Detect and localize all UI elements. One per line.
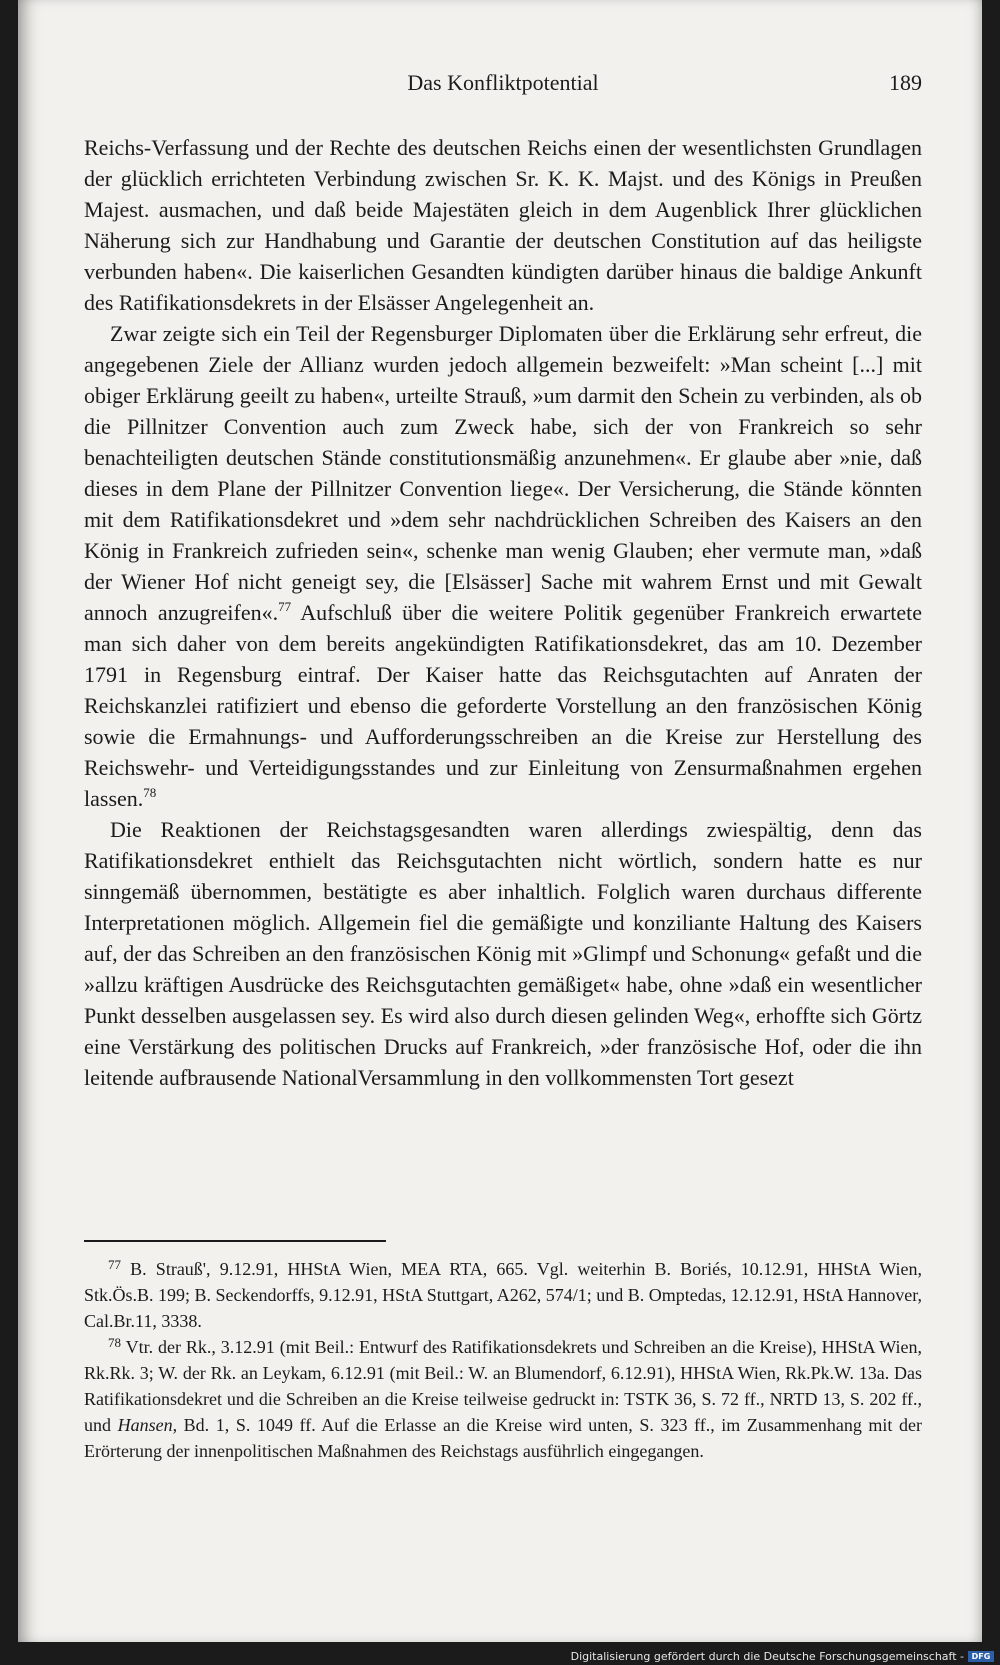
paragraph-3 [84, 814, 922, 1093]
footnote-text: B. Strauß', 9.12.91, HHStA Wien, MEA RTA, 665. Vgl. weiterhin B. Boriés, 10.12.91, HHStA Wien, Stk.Ös.B. 199; B. Seckendorffs, 9.12.91, HStA Stuttgart, A262, 574/1; und B. Omptedas, 12.12.91, HStA Hannover, Cal.Br.11, 3338. [84, 1259, 923, 1331]
footnote-italic-author: Hansen [117, 1415, 173, 1435]
paragraph-2 [84, 318, 922, 814]
footnote-text-cont: , Bd. 1, S. 1049 ff. Auf die Erlasse an die Kreise wird unten, S. 323 ff., im Zusammenhang mit der Erörterung der innenpolitischen Maßnahmen des Reichstags ausführlich eingegangen. [84, 1415, 922, 1461]
page-number: 189 [889, 70, 922, 95]
paragraph-3-text: Die Reaktionen der Reichstagsgesandten waren allerdings zwiespältig, denn das Ratifikationsdekret enthielt das Reichsgutachten nicht wörtlich, sondern hatte es nur sinngemäß übernommen, bestätigte es aber inhaltlich. Folglich waren durchaus differente Interpretationen möglich. Allgemein fiel die gemäßigte und konziliante Haltung des Kaisers auf, der das Schreiben an den französischen König mit »Glimpf und Schonung« gefaßt und die »allzu kräftigen Ausdrücke des Reichsgutachten gemäßiget« habe, ohne »daß ein wesentlicher Punkt desselben ausgelassen sey. Es wird also durch diesen gelinden Weg«, erhoffte sich Görtz eine Verstärkung des politischen Drucks auf Frankreich, »der französische Hof, oder die ihn leitende aufbrausende NationalVersammlung in den vollkommensten Tort gesezt [84, 817, 922, 1090]
footnote-number: 77 [108, 1257, 121, 1272]
paragraph-2-text: Zwar zeigte sich ein Teil der Regensburger Diplomaten über die Erklärung sehr erfreut, die angegebenen Ziele der Allianz wurden jedoch allgemein bezweifelt: »Man scheint [...] mit obiger Erklärung geeilt zu haben«, urteilte Strauß, »um darmit den Schein zu verbinden, als ob die Pillnitzer Convention auch zum Zweck habe, sich der von Frankreich so sehr benachteiligten deutschen Stände constitutionsmäßig anzunehmen«. Er glaube aber »nie, daß dieses in dem Plane der Pillnitzer Convention liege«. Der Versicherung, die Stände könnten mit dem Ratifikationsdekret und »dem sehr nachdrücklichen Schreiben des Kaisers an den König in Frankreich zufrieden sein«, schenke man wenig Glauben; eher vermute man, »daß der Wiener Hof nicht geneigt sey, die [Elsässer] Sache mit wahrem Ernst und mit Gewalt annoch anzugreifen«. [84, 321, 922, 625]
footnote-ref-77[interactable]: 77 [278, 599, 292, 614]
book-page [18, 0, 982, 1642]
footnote-number: 78 [108, 1335, 121, 1350]
footnote-ref-78[interactable]: 78 [143, 785, 157, 800]
footer-credit: Digitalisierung gefördert durch die Deutsche Forschungsgemeinschaft - [570, 1650, 964, 1663]
footnote-text: Vtr. der Rk., 3.12.91 (mit Beil.: Entwurf des Ratifikationsdekrets und Schreiben an die Kreise), HHStA Wien, Rk.Rk. 3; W. der Rk. an Leykam, 6.12.91 (mit Beil.: W. an Blumendorf, 6.12.91), HHStA Wien, Rk.Pk.W. 13a. Das Ratifikationsdekret und die Schreiben an die Kreise teilweise gedruckt in: TSTK 36, S. 72 ff., NRTD 13, S. 202 ff., und [84, 1337, 922, 1435]
dfg-logo-icon: DFG [968, 1651, 994, 1662]
page-header [84, 70, 922, 104]
footnote-77 [84, 1256, 922, 1334]
footnote-divider [84, 1240, 386, 1242]
running-title: Das Konfliktpotential [407, 70, 599, 95]
footnotes [84, 1256, 922, 1464]
paragraph-1 [84, 132, 922, 318]
footnote-78 [84, 1334, 922, 1464]
paragraph-2-text-cont: Aufschluß über die weitere Politik gegenüber Frankreich erwartete man sich daher von dem bereits angekündigten Ratifikationsdekret, das am 10. Dezember 1791 in Regensburg eintraf. Der Kaiser hatte das Reichsgutachten auf Anraten der Reichskanzlei ratifiziert und ebenso die geforderte Vorstellung an den französischen König sowie die Ermahnungs- und Aufforderungsschreiben an die Kreise zur Herstellung des Reichswehr- und Verteidigungsstandes und zur Einleitung von Zensurmaßnahmen ergehen lassen. [84, 600, 922, 811]
digitization-footer [0, 1648, 1000, 1665]
paragraph-1-text: Reichs-Verfassung und der Rechte des deutschen Reichs einen der wesentlichsten Grundlagen der glücklich errichteten Verbindung zwischen Sr. K. K. Majst. und des Königs in Preußen Majest. ausmachen, und daß beide Majestäten gleich in dem Augenblick Ihrer glücklichen Näherung sich zur Handhabung und Garantie der deutschen Constitution auf das heiligste verbunden haben«. Die kaiserlichen Gesandten kündigten darüber hinaus die baldige Ankunft des Ratifikationsdekrets in der Elsässer Angelegenheit an. [84, 135, 922, 315]
body-text [84, 132, 922, 1093]
